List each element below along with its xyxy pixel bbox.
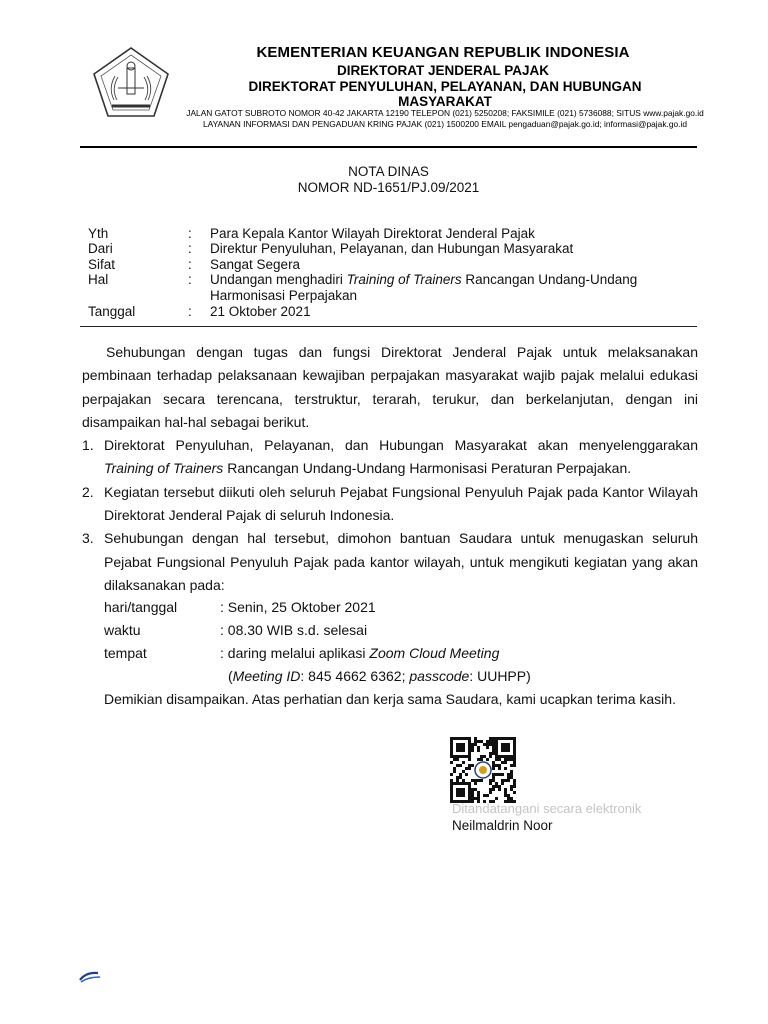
intro-paragraph: Sehubungan dengan tugas dan fungsi Direktorat Jenderal Pajak untuk melaksanakan pembinaan terhadap pelaksanaan kewajiban perpajakan masyarakat wajib pajak melalui edukasi perpajakan secara terencana, terstruktur, terarah, terukur, dan berkelanjutan, dengan ini disampaikan hal-hal sebagai berikut. — [82, 344, 698, 430]
schedule-label: waktu — [104, 622, 141, 638]
passcode-value: : UUHPP) — [469, 668, 531, 684]
schedule-label: tempat — [104, 645, 147, 661]
e-signature-note: Ditandatangani secara elektronik — [452, 801, 642, 816]
meta-value — [210, 272, 690, 304]
meta-label: Dari — [88, 241, 113, 256]
hal-text-end: Rancangan Undang-Undang Harmonisasi Perpajakan — [210, 272, 638, 303]
meta-colon: : — [188, 272, 192, 287]
list-item — [82, 434, 698, 481]
memo-meta — [88, 226, 698, 322]
place-app: Zoom Cloud Meeting — [369, 645, 500, 661]
ministry-logo — [88, 44, 174, 122]
schedule-value: : 08.30 WIB s.d. selesai — [220, 622, 368, 638]
meeting-details — [228, 665, 531, 688]
meta-colon: : — [188, 304, 192, 319]
directorate-name: DIREKTORAT PENYULUHAN, PELAYANAN, DAN HUBUNGAN MASYARAKAT — [248, 79, 642, 109]
meta-value: 21 Oktober 2021 — [210, 304, 311, 319]
ministry-name: KEMENTERIAN KEUANGAN REPUBLIK INDONESIA — [256, 44, 630, 61]
header-divider — [80, 146, 697, 148]
item-text: Sehubungan dengan hal tersebut, dimohon bantuan Saudara untuk menugaskan seluruh Pejabat Fungsional Penyuluh Pajak pada kantor wilayah, untuk mengikuti kegiatan yang akan dilaksanakan pada: — [104, 530, 698, 593]
meta-label: Tanggal — [88, 304, 136, 319]
header-address: JALAN GATOT SUBROTO NOMOR 40-42 JAKARTA 12190 TELEPON (021) 5250208; FAKSIMILE (021) 5736088; SITUS www.pajak.go.id LAYANAN INFORMASI DAN PENGADUAN KRING PAJAK (021) 1500200 EMAIL pengaduan@pajak.go.id; informasi@pajak.go.id — [186, 108, 704, 129]
memo-body — [82, 341, 698, 597]
list-item — [82, 527, 698, 597]
item-text: Kegiatan tersebut diikuti oleh seluruh Pejabat Fungsional Penyuluh Pajak pada Kantor Wilayah Direktorat Jenderal Pajak di seluruh Indonesia. — [104, 483, 698, 524]
qr-code — [450, 737, 516, 803]
directorate-general-name: DIREKTORAT JENDERAL PAJAK — [336, 63, 550, 78]
meta-divider — [80, 326, 697, 327]
meta-value: Sangat Segera — [210, 257, 301, 272]
place-text: : daring melalui aplikasi — [220, 645, 370, 661]
meeting-id-label: Meeting ID — [232, 668, 301, 684]
list-number: 1. — [82, 437, 94, 454]
list-number: 2. — [82, 483, 94, 500]
schedule-value: : Senin, 25 Oktober 2021 — [220, 599, 376, 615]
document-number: NOMOR ND-1651/PJ.09/2021 — [297, 180, 480, 195]
closing-paragraph: Demikian disampaikan. Atas perhatian dan kerja sama Saudara, kami ucapkan terima kasih. — [104, 691, 676, 707]
meta-label: Yth — [88, 226, 109, 241]
meeting-paren: ( — [228, 668, 233, 684]
schedule — [104, 596, 664, 691]
schedule-label: hari/tanggal — [104, 599, 178, 615]
list-number: 3. — [82, 530, 94, 547]
passcode-label: passcode — [409, 668, 470, 684]
meta-colon: : — [188, 226, 192, 241]
hal-text: Undangan menghadiri — [210, 272, 347, 287]
item-text: Direktorat Penyuluhan, Pelayanan, dan Hubungan Masyarakat akan menyelenggarakan — [104, 437, 698, 454]
meta-value: Direktur Penyuluhan, Pelayanan, dan Hubungan Masyarakat — [210, 241, 574, 256]
meta-value: Para Kepala Kantor Wilayah Direktorat Jenderal Pajak — [210, 226, 535, 241]
list-item — [82, 481, 698, 528]
meta-colon: : — [188, 257, 192, 272]
signatory-name: Neilmaldrin Noor — [452, 818, 553, 833]
hal-emphasis: Training of Trainers — [346, 272, 462, 287]
bsre-logo-icon — [78, 970, 102, 984]
item-text-end: Rancangan Undang-Undang Harmonisasi Peraturan Perpajakan. — [223, 460, 632, 477]
document-type: NOTA DINAS — [348, 164, 429, 179]
meta-label: Hal — [88, 272, 109, 287]
schedule-value — [220, 642, 499, 665]
meta-label: Sifat — [88, 257, 116, 272]
meta-colon: : — [188, 241, 192, 256]
meeting-id-value: : 845 4662 6362; — [300, 668, 410, 684]
item-emphasis: Training of Trainers — [104, 460, 224, 477]
